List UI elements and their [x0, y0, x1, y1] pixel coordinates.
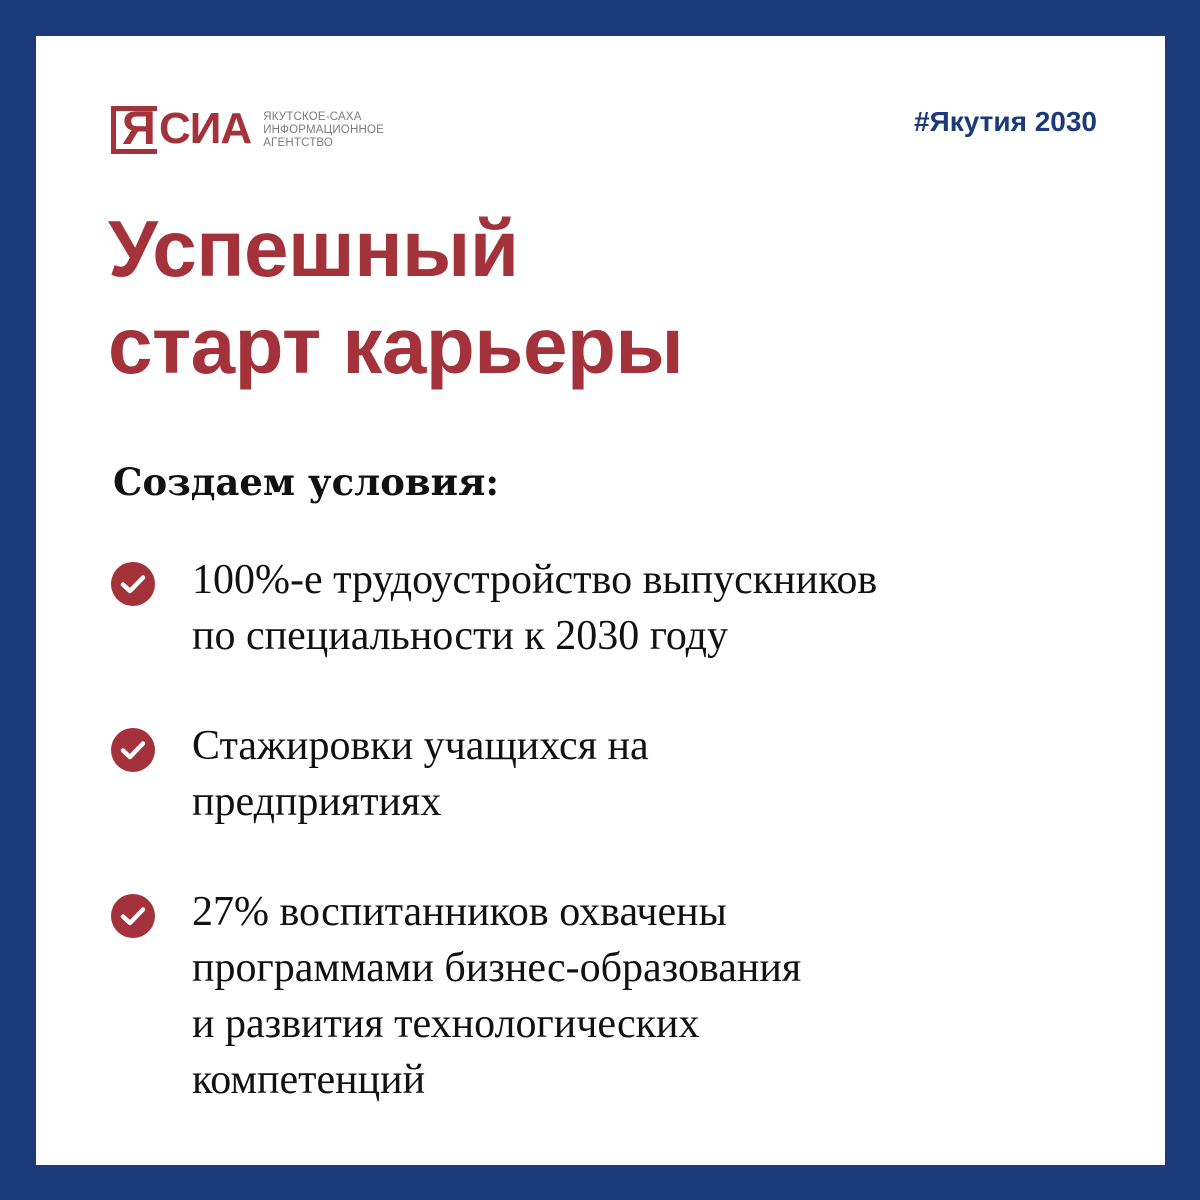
check-circle-icon	[111, 728, 155, 772]
list-item-line: и развития технологических	[192, 1001, 700, 1047]
logo-subtitle-line: ЯКУТСКОЕ-САХА	[263, 110, 362, 123]
page-title	[108, 200, 683, 394]
list-item-line: 100%-е трудоустройство выпускников	[192, 557, 878, 603]
list-item-line: 27% воспитанников охвачены	[192, 889, 727, 935]
list-item-line: по специальности к 2030 году	[192, 613, 729, 659]
list-item	[111, 718, 1091, 830]
logo-wordmark: СИА	[159, 104, 252, 153]
logo-subtitle	[263, 111, 384, 150]
agency-logo	[111, 101, 384, 154]
title-line: Успешный	[108, 204, 519, 293]
content-card	[36, 36, 1165, 1165]
section-subtitle: Создаем условия:	[113, 460, 500, 504]
logo-subtitle-line: АГЕНТСТВО	[263, 136, 334, 149]
hashtag: #Якутия 2030	[914, 106, 1097, 137]
list-item	[111, 884, 1091, 1108]
list-item-line: компетенций	[192, 1057, 426, 1103]
list-item-text	[192, 718, 649, 830]
conditions-list	[111, 552, 1091, 1162]
list-item	[111, 552, 1091, 664]
logo-glyph: Я	[122, 101, 156, 154]
list-item-line: предприятиях	[192, 779, 442, 825]
list-item-text	[192, 884, 801, 1108]
list-item-line: программами бизнес-образования	[192, 945, 802, 991]
list-item-text	[192, 552, 877, 664]
logo-subtitle-line: ИНФОРМАЦИОННОЕ	[263, 123, 384, 136]
check-circle-icon	[111, 894, 155, 938]
list-item-line: Стажировки учащихся на	[192, 723, 649, 769]
check-circle-icon	[111, 562, 155, 606]
title-line: старт карьеры	[108, 301, 684, 390]
logo-mark	[111, 101, 157, 154]
